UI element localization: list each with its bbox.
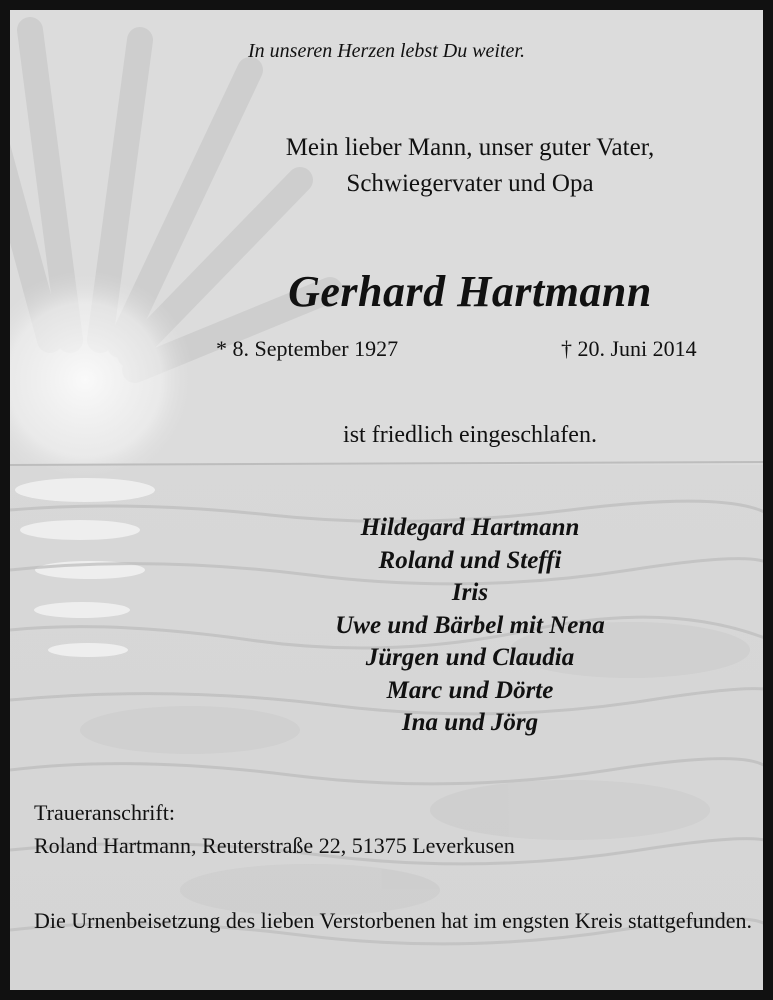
mourner-name: Jürgen und Claudia bbox=[365, 644, 575, 671]
intro-text bbox=[230, 130, 710, 202]
burial-note: Die Urnenbeisetzung des lieben Verstorbenen hat im engsten Kreis stattgefunden. bbox=[34, 908, 753, 933]
address-label: Traueranschrift: bbox=[34, 800, 175, 825]
birth-date: * 8. September 1927 bbox=[216, 336, 399, 361]
mourner-name: Uwe und Bärbel mit Nena bbox=[335, 611, 605, 639]
mourners-list bbox=[220, 512, 720, 740]
intro-line-2: Schwiegervater und Opa bbox=[346, 170, 594, 197]
obituary-card bbox=[10, 10, 763, 990]
mourner-name: Roland und Steffi bbox=[378, 546, 562, 574]
deceased-name: Gerhard Hartmann bbox=[288, 267, 652, 316]
passing-statement: ist friedlich eingeschlafen. bbox=[343, 422, 597, 448]
mourner-name: Ina und Jörg bbox=[401, 709, 539, 736]
mourner-name: Marc und Dörte bbox=[386, 676, 554, 704]
mourning-address-block bbox=[34, 796, 515, 862]
motto-line: In unseren Herzen lebst Du weiter. bbox=[248, 40, 525, 62]
intro-line-1: Mein lieber Mann, unser guter Vater, bbox=[285, 134, 655, 161]
address-text: Roland Hartmann, Reuterstraße 22, 51375 Leverkusen bbox=[34, 833, 515, 858]
mourner-name: Iris bbox=[451, 579, 489, 606]
mourner-name: Hildegard Hartmann bbox=[360, 514, 580, 541]
death-date: † 20. Juni 2014 bbox=[561, 336, 697, 361]
